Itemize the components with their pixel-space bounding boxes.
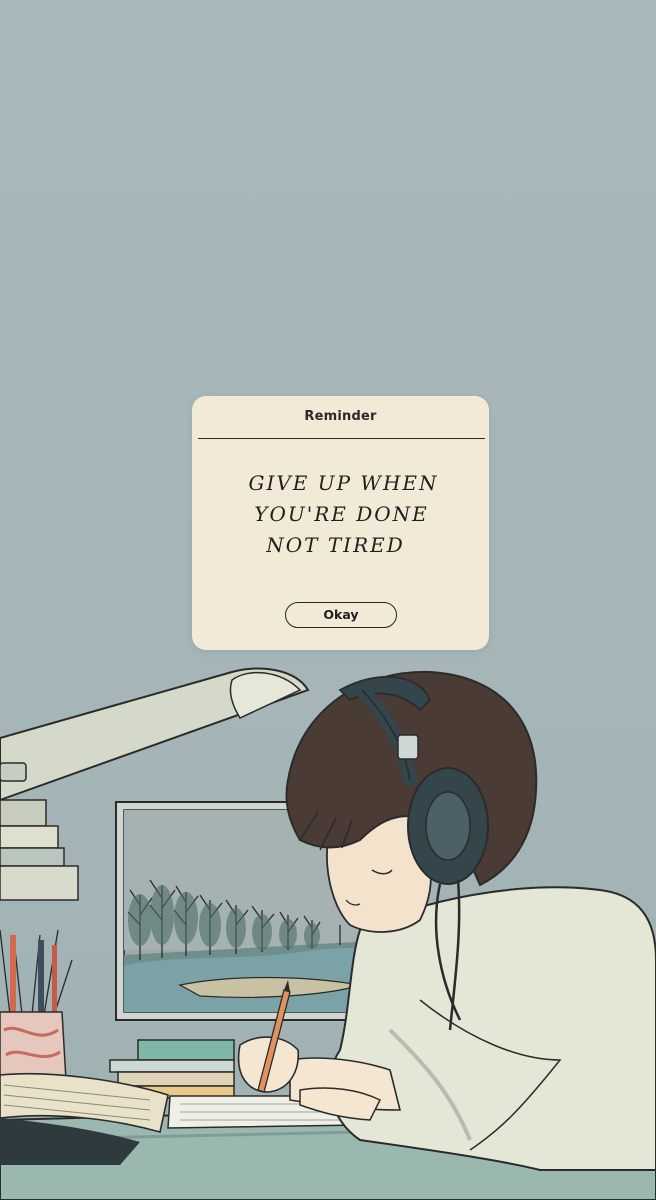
okay-button[interactable]: Okay [285, 602, 397, 628]
pencil-cup [0, 930, 72, 1085]
message-line-2: YOU'RE DONE [254, 502, 429, 526]
message-line-3: NOT TIRED [266, 533, 405, 557]
dialog-divider [198, 438, 485, 439]
book-stack-left [0, 800, 78, 900]
reminder-dialog [192, 396, 489, 650]
reminder-message [192, 468, 489, 561]
desk-lamp [0, 669, 308, 800]
message-line-1: GIVE UP WHEN [248, 471, 439, 495]
dialog-title: Reminder [304, 409, 377, 424]
